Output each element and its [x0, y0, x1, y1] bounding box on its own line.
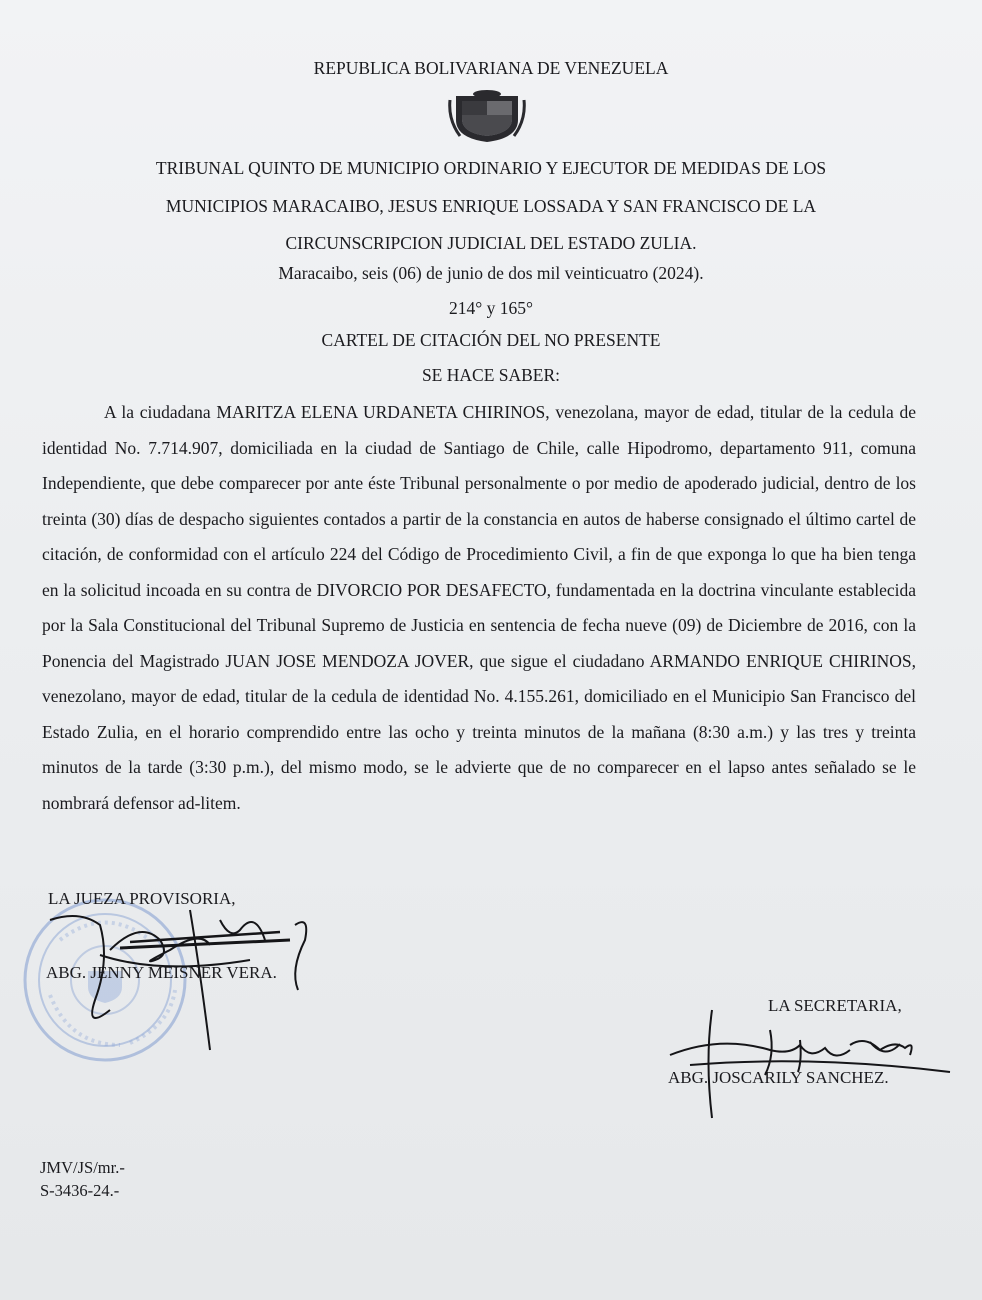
tribunal-line: MUNICIPIOS MARACAIBO, JESUS ENRIQUE LOSSADA Y SAN FRANCISCO DE LA [165, 195, 817, 216]
file-number: S-3436-24.- [40, 1181, 120, 1200]
tribunal-line: CIRCUNSCRIPCION JUDICIAL DEL ESTADO ZULIA. [285, 233, 697, 253]
years-line: 214° y 165° [449, 298, 533, 318]
tribunal-line: TRIBUNAL QUINTO DE MUNICIPIO ORDINARIO Y EJECUTOR DE MEDIDAS DE LOS [155, 158, 827, 178]
document-title: CARTEL DE CITACIÓN DEL NO PRESENTE [321, 330, 661, 350]
handwritten-signature-icon [40, 880, 340, 1060]
document-initials: JMV/JS/mr.- [40, 1158, 125, 1177]
venezuela-coat-of-arms-icon [448, 90, 526, 144]
country-heading: REPUBLICA BOLIVARIANA DE VENEZUELA [313, 58, 669, 78]
secretary-name: ABG. JOSCARILY SANCHEZ. [668, 1068, 889, 1087]
notice-heading: SE HACE SABER: [421, 365, 561, 385]
judge-title: LA JUEZA PROVISORIA, [48, 889, 236, 908]
handwritten-signature-icon [650, 1000, 960, 1130]
citation-paragraph: A la ciudadana MARITZA ELENA URDANETA CHIRINOS, venezolana, mayor de edad, titular de la cedula de identidad No. 7.714.907, domiciliada en la ciudad de Santiago de Chile, calle Hipodromo, departamento 911, comuna Independiente, que debe comparecer por ante éste Tribunal personalmente o por medio de apoderado judicial, dentro de los treinta (30) días de despacho siguientes contados a partir de la constancia en autos de haberse consignado el último cartel de citación, de conformidad con el artículo 224 del Código de Procedimiento Civil, a fin de que exponga lo que ha bien tenga en la solicitud incoada en su contra de DIVORCIO POR DESAFECTO, fundamentada en la doctrina vinculante establecida por la Sala Constitucional del Tribunal Supremo de Justicia en sentencia de fecha nueve (09) de Diciembre de 2016, con la Ponencia del Magistrado JUAN JOSE MENDOZA JOVER, que sigue el ciudadano ARMANDO ENRIQUE CHIRINOS, venezolano, mayor de edad, titular de la cedula de identidad No. 4.155.261, domiciliado en el Municipio San Francisco del Estado Zulia, en el horario comprendido entre las ocho y treinta minutos de la mañana (8:30 a.m.) y las tres y treinta minutos de la tarde (3:30 p.m.), del mismo modo, se le advierte que de no comparecer en el lapso antes señalado se le nombrará defensor ad-litem. [42, 402, 916, 813]
date-line: Maracaibo, seis (06) de junio de dos mil veinticuatro (2024). [278, 263, 704, 283]
secretary-title: LA SECRETARIA, [768, 996, 902, 1015]
tribunal-heading [70, 150, 912, 263]
judge-name: ABG. JENNY MEISNER VERA. [46, 963, 277, 982]
